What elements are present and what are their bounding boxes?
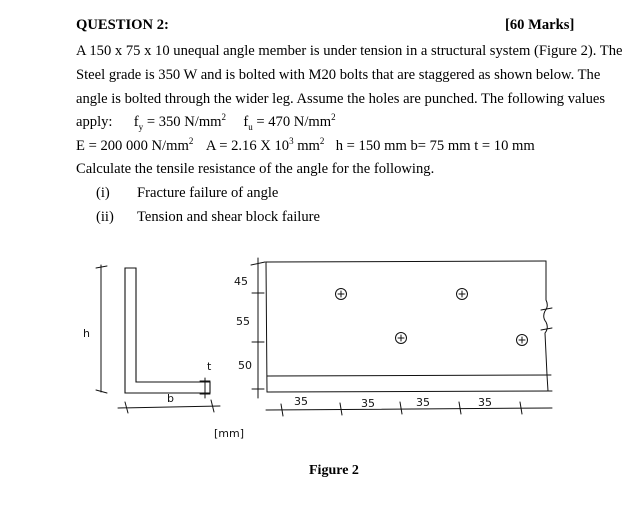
dimensions-values: h = 150 mm b= 75 mm t = 10 mm <box>335 138 535 154</box>
item-2-text: Tension and shear block failure <box>137 209 320 225</box>
item-2-number: (ii) <box>96 209 114 225</box>
t-dimension <box>200 378 210 398</box>
t-label: t <box>207 360 212 373</box>
horizontal-dimension-line <box>266 402 552 416</box>
bolt-hole <box>396 333 407 344</box>
dim-50: 50 <box>238 359 252 372</box>
fy-value: $f_y = 350$ $N/mm^2$ <box>133 112 227 132</box>
figure-caption: Figure 2 <box>309 463 359 478</box>
dim-35-b: 35 <box>361 397 375 410</box>
unit-label: [mm] <box>214 427 245 440</box>
angle-section <box>125 268 210 393</box>
question-marks: [60 Marks] <box>505 17 575 33</box>
question-line-3: angle is bolted through the wider leg. Assume the holes are punched. The following values <box>76 91 606 107</box>
vertical-dimension-line <box>251 258 265 398</box>
bolt-hole <box>336 289 347 300</box>
item-1-number: (i) <box>96 185 110 201</box>
bolt-hole <box>517 335 528 346</box>
fu-value: $f_u = 470$ $N/mm^2$ <box>243 112 336 132</box>
dim-55: 55 <box>236 315 250 328</box>
dim-35-a: 35 <box>294 395 308 408</box>
h-dimension <box>96 265 107 393</box>
b-label: b <box>167 392 174 405</box>
h-label: h <box>83 327 90 340</box>
instruction-text: Calculate the tensile resistance of the angle for the following. <box>76 161 435 177</box>
dim-35-c: 35 <box>416 396 430 409</box>
a-value: A = 2.16 X $10^3$ $mm^2$ <box>205 136 325 154</box>
dim-35-d: 35 <box>478 396 492 409</box>
question-title: QUESTION 2: <box>76 17 169 33</box>
break-line <box>541 261 552 391</box>
bolt-holes <box>336 289 528 346</box>
question-line-1: A 150 x 75 x 10 unequal angle member is under tension in a structural system (Figure 2). The <box>76 43 623 59</box>
apply-label: apply: <box>76 114 113 130</box>
plate-outline <box>266 261 552 392</box>
dim-45: 45 <box>234 275 248 288</box>
e-value: E = 200 000 $N/mm^2$ <box>76 136 194 154</box>
item-1-text: Fracture failure of angle <box>137 185 279 201</box>
question-line-2: Steel grade is 350 W and is bolted with M20 bolts that are staggered as shown below. The <box>76 67 601 83</box>
bolt-hole <box>457 289 468 300</box>
